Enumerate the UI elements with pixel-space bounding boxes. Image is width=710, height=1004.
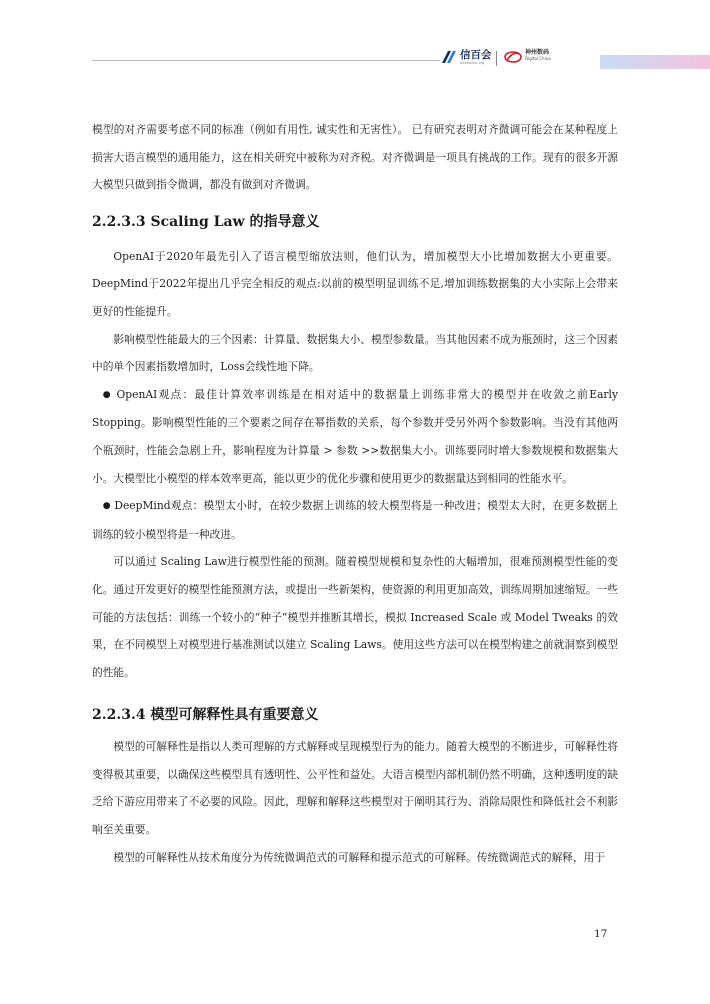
logo2-cn-text: 神州数码 (525, 49, 550, 56)
paragraph-scaling-law-history: OpenAI于2020年最先引入了语言模型缩放法则，他们认为，增加模型大小比增加数据大小更重要。DeepMind于2022年提出几乎完全相反的观点:以前的模型明显训练不足,增加训练数据集的大小实际上会带来更好的性能提升。 (92, 249, 618, 318)
bullet-openai-text: OpenAI观点：最佳计算效率训练是在相对适中的数据量上训练非常大的模型并在收敛之前Early Stopping。影响模型性能的三个要素之间存在幂指数的关系，每个参数并受另外两个参数影响。当没有其他两个瓶颈时，性能会急剧上升，影响程度为计算量 > 参数 >>数据集大小。训练要同时增大参数规模和数据集大小。大模型比小模型的样本效率更高，能以更少的优化步骤和使用更少的数据量达到相同的性能水平。 (92, 387, 619, 485)
section-heading-2-2-3-4: 2.2.3.4 模型可解释性具有重要意义 (92, 707, 319, 724)
paragraph-three-factors: 影响模型性能最大的三个因素：计算量、数据集大小、模型参数量。当其他因素不成为瓶颈时，这三个因素中的单个因素指数增加时，Loss会线性地下降。 (92, 332, 618, 374)
bullet-dot-icon: ● (102, 389, 112, 400)
page-number: 17 (594, 928, 608, 940)
bullet-deepmind-text: DeepMind观点：模型太小时，在较少数据上训练的较大模型将是一种改进；模型太大时，在更多数据上训练的较小模型将是一种改进。 (92, 499, 618, 541)
logo-xinbaihui (442, 50, 492, 72)
bullet-openai-view (92, 381, 618, 492)
logo-digital-china (504, 50, 551, 72)
paragraph-interpretability-types: 模型的可解释性从技术角度分为传统微调范式的可解释和提示范式的可解释。传统微调范式的解释，用于 (113, 850, 606, 864)
logo1-cn-text: 信百会 (460, 49, 492, 61)
xinbaihui-logo-icon (442, 50, 456, 64)
paragraph-alignment-standards: 模型的对齐需要考虑不同的标准（例如有用性, 诚实性和无害性）。 已有研究表明对齐微调可能会在某种程度上损害大语言模型的通用能力，这在相关研究中被称为对齐税。对齐微调是一项具有挑战的工作。现有的很多开源大模型只做到指令微调，都没有做到对齐微调。 (92, 123, 618, 192)
header-gradient-bar (600, 55, 710, 69)
paragraph-interpretability-definition: 模型的可解释性是指以人类可理解的方式解释或呈现模型行为的能力。随着大模型的不断进步，可解释性将变得极其重要，以确保这些模型具有透明性、公平性和益处。大语言模型内部机制仍然不明确，这种透明度的缺乏给下游应用带来了不必要的风险。因此，理解和解释这些模型对于阐明其行为、消除局限性和降低社会不利影响至关重要。 (92, 740, 618, 837)
digital-china-logo-icon (504, 50, 522, 64)
bullet-deepmind-view (92, 492, 618, 548)
logo2-en-text: Digital China (525, 56, 551, 61)
logo-separator (496, 51, 497, 66)
section-heading-2-2-3-3: 2.2.3.3 Scaling Law 的指导意义 (92, 213, 320, 230)
logo1-en-text: Infobaihui.org (460, 60, 485, 65)
header-rule (92, 60, 440, 61)
document-body (92, 116, 618, 871)
paragraph-performance-prediction: 可以通过 Scaling Law进行模型性能的预测。随着模型规模和复杂性的大幅增加，很难预测模型性能的变化。通过开发更好的模型性能预测方法，或提出一些新架构，使资源的利用更加高效，训练周期加速缩短。一些可能的方法包括：训练一个较小的“种子”模型并推断其增长，模拟 Increased Scale 或 Model Tweaks 的效果，在不同模型上对模型进行基准测试以建立 Scaling Laws。使用这些方法可以在模型构建之前就洞察到模型的性能。 (92, 555, 618, 679)
bullet-dot-icon: ● (102, 501, 111, 512)
